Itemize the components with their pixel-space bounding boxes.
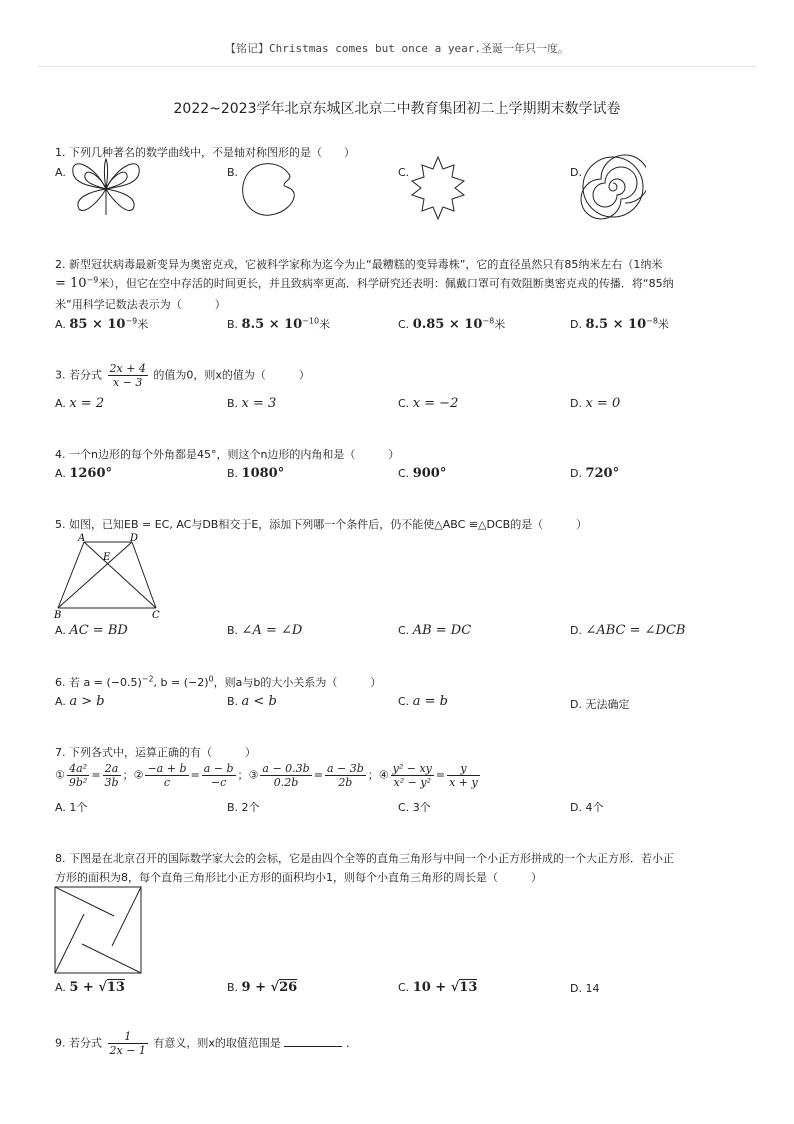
q6-option-b: B. a < b	[227, 694, 277, 709]
trapezoid-figure	[50, 532, 170, 620]
q3-fraction: $\frac{2x + 4}{x - 3}$	[109, 362, 146, 389]
q5-stem: 5. 如图，已知EB = EC, AC与DB相交于E，添加下列哪一个条件后，仍不能使△ABC ≌△DCB的是（ ）	[55, 518, 588, 531]
q7-option-a: A. 1个	[55, 801, 88, 814]
exam-title: 2022~2023学年北京东城区北京二中教育集团初二上学期期末数学试卷	[173, 101, 621, 117]
page-banner: 【铭记】Christmas comes but once a year.圣诞一年只一度。	[225, 42, 569, 55]
header-divider	[38, 66, 756, 67]
q5-option-d: D. ∠ABC = ∠DCB	[570, 623, 686, 638]
q9-answer-blank[interactable]	[284, 1036, 342, 1047]
q4-option-d: D. 720°	[570, 466, 620, 481]
zhao-shuang-chord-figure	[54, 886, 142, 974]
q2-stem-line1: 2. 新型冠状病毒最新变异为奥密克戎，它被科学家称为迄今为止“最糟糕的变异毒株”，它的直径虽然只有85纳米左右（1纳米	[55, 258, 663, 271]
q3-option-a: A. x = 2	[55, 396, 105, 411]
q8-option-a: A. 5 + √13	[55, 980, 125, 995]
q2-option-c: C. $0.85 \times 10^{-8}$米	[398, 316, 506, 332]
q7-option-d: D. 4个	[570, 801, 604, 814]
q6-option-d: D. 无法确定	[570, 698, 630, 711]
q8-option-d: D. 14	[570, 982, 600, 995]
vertex-label-a: A	[78, 533, 86, 544]
q4-option-c: C. 900°	[398, 466, 447, 481]
cardioid-curve-icon	[238, 157, 300, 219]
q8-stem-line1: 8. 下图是在北京召开的国际数学家大会的会标，它是由四个全等的直角三角形与中间一个小正方形拼成的一个大正方形．若小正	[55, 852, 674, 865]
spiral-curve-icon	[580, 154, 646, 220]
vertex-label-b: B	[54, 610, 62, 620]
q7-expressions: ① $\frac{\text{4a²}}{\text{9b²}}$ = $\frac{2a}{3b}$ ；② $\frac{-a + b}{c}$ = $\frac{a - b}{-c}$ ；③ $\frac{a - 0.3b}{0.2b}$ = $\frac{a - 3b}{2b}$ ；④ $\frac{\text{y² − xy}}{\text{x² − y²}}$ = $\frac{y}{x + y}$	[55, 762, 478, 789]
q2-stem-line3: 米”用科学记数法表示为（ ）	[55, 298, 226, 311]
q7-option-c: C. 3个	[398, 801, 431, 814]
vertex-label-c: C	[152, 610, 160, 620]
q4-option-b: B. 1080°	[227, 466, 285, 481]
q2-option-a: A. $85 \times 10^{-9}$米	[55, 316, 149, 332]
q6-stem: 6. 若 $a = (-0.5)^{-2}$, $b = (-2)^0$，则a与b的大小关系为（ ）	[55, 674, 382, 689]
vertex-label-e: E	[103, 552, 111, 563]
q9-fraction: $\frac{1}{2x - 1}$	[109, 1030, 146, 1057]
q2-stem-line2: = $10^{-9}$米），但它在空中存活的时间更长，并且致病率更高．科学研究还表明：佩戴口罩可有效阻断奥密克戎的传播．将“85纳	[55, 275, 674, 291]
koch-snowflake-icon	[408, 155, 468, 221]
q3-option-d: D. x = 0	[570, 396, 621, 411]
q1-option-d-label: D.	[570, 166, 582, 179]
q4-option-a: A. 1260°	[55, 466, 113, 481]
q1-option-c-label: C.	[398, 166, 410, 179]
q4-stem: 4. 一个n边形的每个外角都是45°，则这个n边形的内角和是（ ）	[55, 448, 400, 461]
q1-stem: 1. 下列几种著名的数学曲线中，不是轴对称图形的是（ ）	[55, 146, 355, 159]
vertex-label-d: D	[130, 533, 139, 544]
q8-stem-line2: 方形的面积为8，每个直角三角形比小正方形的面积均小1，则每个小直角三角形的周长是（ ）	[55, 871, 542, 884]
q7-option-b: B. 2个	[227, 801, 260, 814]
q2-option-d: D. $8.5 \times 10^{-8}$米	[570, 316, 669, 332]
q3-option-b: B. x = 3	[227, 396, 277, 411]
q8-option-b: B. 9 + √26	[227, 980, 298, 995]
q5-option-b: B. ∠A = ∠D	[227, 623, 303, 638]
q5-option-a: A. AC = BD	[55, 623, 128, 638]
q5-option-c: C. AB = DC	[398, 623, 472, 638]
q1-option-b-label: B.	[227, 166, 239, 179]
butterfly-curve-icon	[65, 155, 147, 217]
q1-option-a-label: A.	[55, 166, 66, 179]
q3-stem: 3. 若分式 $\frac{2x + 4}{x - 3}$ 的值为0，则x的值为（ ）	[55, 362, 310, 389]
q2-option-b: B. $8.5 \times 10^{-10}$米	[227, 316, 331, 332]
q3-option-c: C. x = −2	[398, 396, 459, 411]
q9-stem: 9. 若分式 $\frac{1}{2x - 1}$ 有意义，则x的取值范围是 ．	[55, 1030, 357, 1057]
q6-option-c: C. a = b	[398, 694, 448, 709]
q7-stem: 7. 下列各式中，运算正确的有（ ）	[55, 746, 256, 759]
q6-option-a: A. a > b	[55, 694, 105, 709]
q8-option-c: C. 10 + √13	[398, 980, 478, 995]
